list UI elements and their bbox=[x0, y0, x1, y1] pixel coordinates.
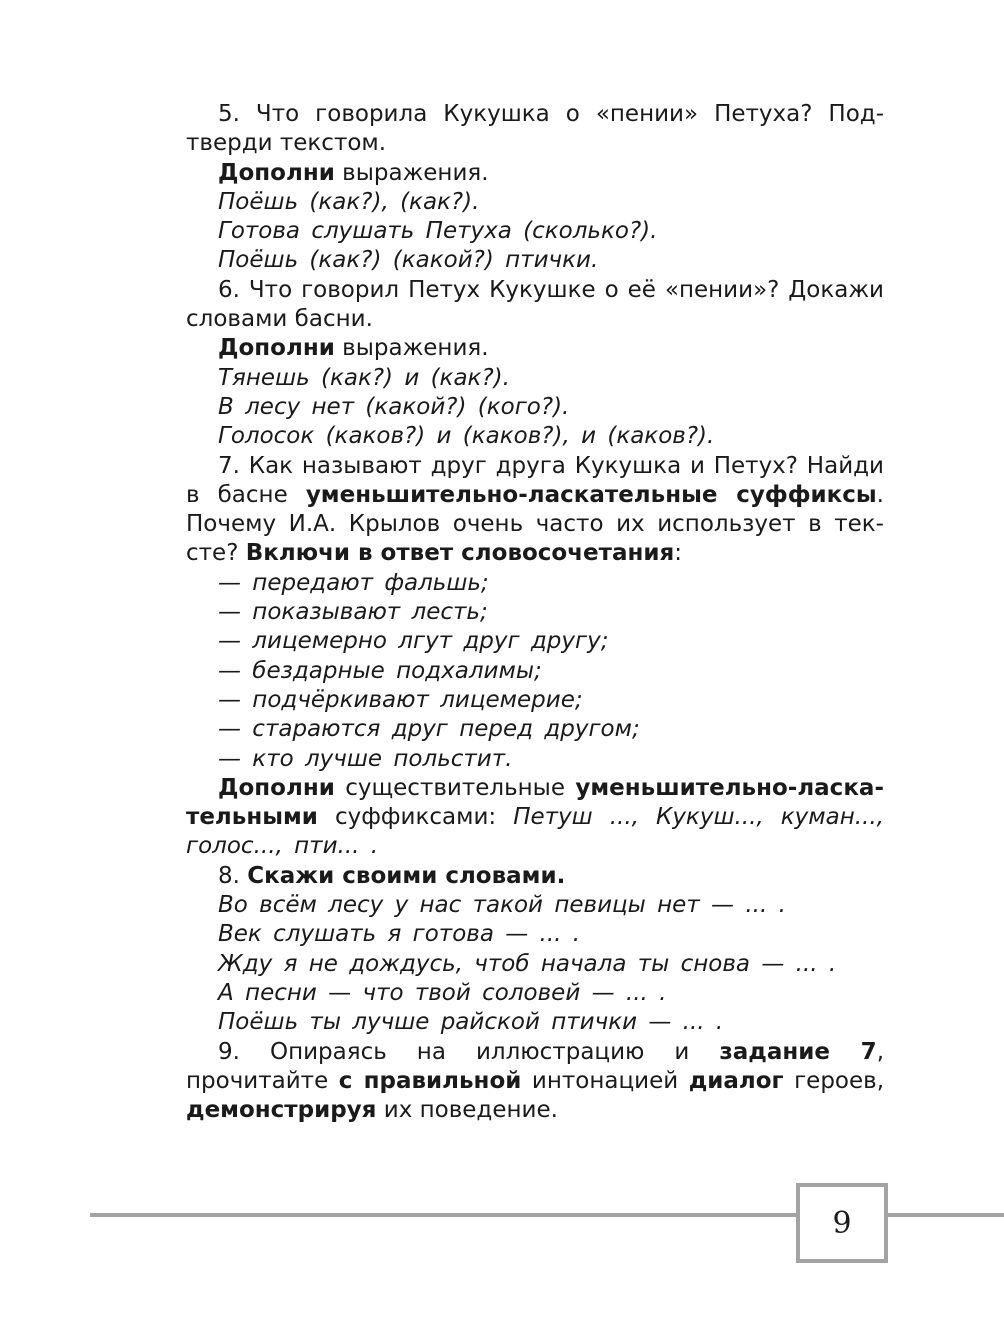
question-number: 8. bbox=[218, 862, 248, 889]
question-7-line-4 bbox=[186, 539, 884, 568]
text-fragment: интонацией bbox=[521, 1067, 689, 1094]
bold-term: диалог bbox=[688, 1067, 784, 1094]
bold-term: уменьшительно-ласка- bbox=[575, 774, 884, 801]
question-9-line-1 bbox=[186, 1038, 884, 1067]
question-6-item-3: Голосок (каков?) и (каков?), и (каков?). bbox=[218, 423, 715, 450]
text-fragment: , bbox=[876, 1038, 884, 1065]
text-fragment: сте? bbox=[186, 540, 246, 567]
bold-instruction: Включи в ответ словосочетания bbox=[245, 540, 675, 567]
question-7-supplement-line-3: голос..., пти... . bbox=[186, 833, 379, 860]
question-8-item-5: Поёшь ты лучше райской птички — ... . bbox=[218, 1009, 724, 1036]
question-5-item-3: Поёшь (как?) (какой?) птички. bbox=[218, 247, 599, 274]
text-fragment: : bbox=[674, 540, 683, 567]
question-6-supplement bbox=[186, 334, 884, 363]
text-fragment: существительные bbox=[334, 774, 576, 801]
question-7-supplement-line-1 bbox=[186, 774, 884, 803]
question-8-item-3: Жду я не дождусь, чтоб начала ты снова — ... . bbox=[218, 950, 837, 977]
question-7-item-4: — бездарные подхалимы; bbox=[218, 657, 542, 684]
bold-term: тельными bbox=[186, 804, 318, 831]
question-5-supplement bbox=[186, 159, 884, 188]
bold-term: демонстрируя bbox=[186, 1097, 377, 1124]
page-number: 9 bbox=[832, 1205, 852, 1241]
page-number-box bbox=[796, 1183, 888, 1263]
bold-instruction: Скажи своими словами. bbox=[247, 862, 566, 889]
question-7-item-7: — кто лучше польстит. bbox=[218, 745, 513, 772]
question-7-line-2 bbox=[186, 481, 884, 510]
question-7-item-1: — передают фальшь; bbox=[218, 569, 489, 596]
question-7-item-5: — подчёркивают лицемерие; bbox=[218, 686, 583, 713]
question-9-line-3 bbox=[186, 1096, 884, 1125]
question-6-item-1: Тянешь (как?) и (как?). bbox=[218, 364, 510, 391]
question-6-item-2: В лесу нет (какой?) (кого?). bbox=[218, 393, 570, 420]
italic-fragment: Петуш ..., Кукуш..., куман..., bbox=[513, 804, 884, 831]
question-8-item-2: Век слушать я готова — ... . bbox=[218, 921, 581, 948]
text-fragment: их поведение. bbox=[376, 1097, 558, 1124]
question-7-supplement-line-2 bbox=[186, 803, 884, 832]
text-fragment: героев, bbox=[783, 1067, 885, 1094]
question-6-line-2: словами басни. bbox=[186, 306, 373, 333]
bold-term: задание 7 bbox=[719, 1038, 877, 1065]
text-fragment: . bbox=[876, 481, 884, 508]
supplement-text: выражения. bbox=[334, 159, 489, 186]
question-7-line-1: 7. Как называют друг друга Кукушка и Петух? Найди bbox=[218, 452, 884, 479]
question-7-item-2: — показывают лесть; bbox=[218, 599, 488, 626]
bold-term: с правильной bbox=[338, 1067, 522, 1094]
question-7-item-3: — лицемерно лгут друг другу; bbox=[218, 628, 609, 655]
question-5-line-1: 5. Что говорила Кукушка о «пении» Петуха? Под- bbox=[218, 101, 884, 127]
question-6-line-1: 6. Что говорил Петух Кукушке о её «пении»? Докажи bbox=[218, 276, 884, 303]
question-8-item-4: А песни — что твой соловей — ... . bbox=[218, 979, 667, 1006]
text-fragment: прочитайте bbox=[186, 1067, 339, 1094]
question-8-title bbox=[186, 862, 884, 891]
footer-rule-right bbox=[886, 1213, 1004, 1217]
question-5-item-1: Поёшь (как?), (как?). bbox=[218, 188, 480, 215]
supplement-label: Дополни bbox=[218, 335, 335, 362]
text-fragment: суффиксами: bbox=[317, 804, 514, 831]
footer-rule-left bbox=[90, 1213, 798, 1217]
bold-term: Дополни bbox=[218, 774, 335, 801]
supplement-text: выражения. bbox=[334, 335, 489, 362]
supplement-label: Дополни bbox=[218, 159, 335, 186]
question-7-item-6: — стараются друг перед другом; bbox=[218, 716, 640, 743]
bold-term: уменьшительно-ласкательные суффиксы bbox=[305, 481, 877, 508]
question-9-line-2 bbox=[186, 1067, 884, 1096]
text-fragment: в басне bbox=[186, 481, 306, 508]
question-8-item-1: Во всём лесу у нас такой певицы нет — ... . bbox=[218, 892, 786, 919]
text-fragment: 9. Опираясь на иллюстрацию и bbox=[218, 1038, 720, 1065]
question-7-line-3: Почему И.А. Крылов очень часто их использует в тек- bbox=[186, 511, 884, 538]
question-5-item-2: Готова слушать Петуха (сколько?). bbox=[218, 218, 658, 245]
page-body bbox=[186, 100, 884, 1125]
question-5-line-2: тверди текстом. bbox=[186, 130, 387, 157]
